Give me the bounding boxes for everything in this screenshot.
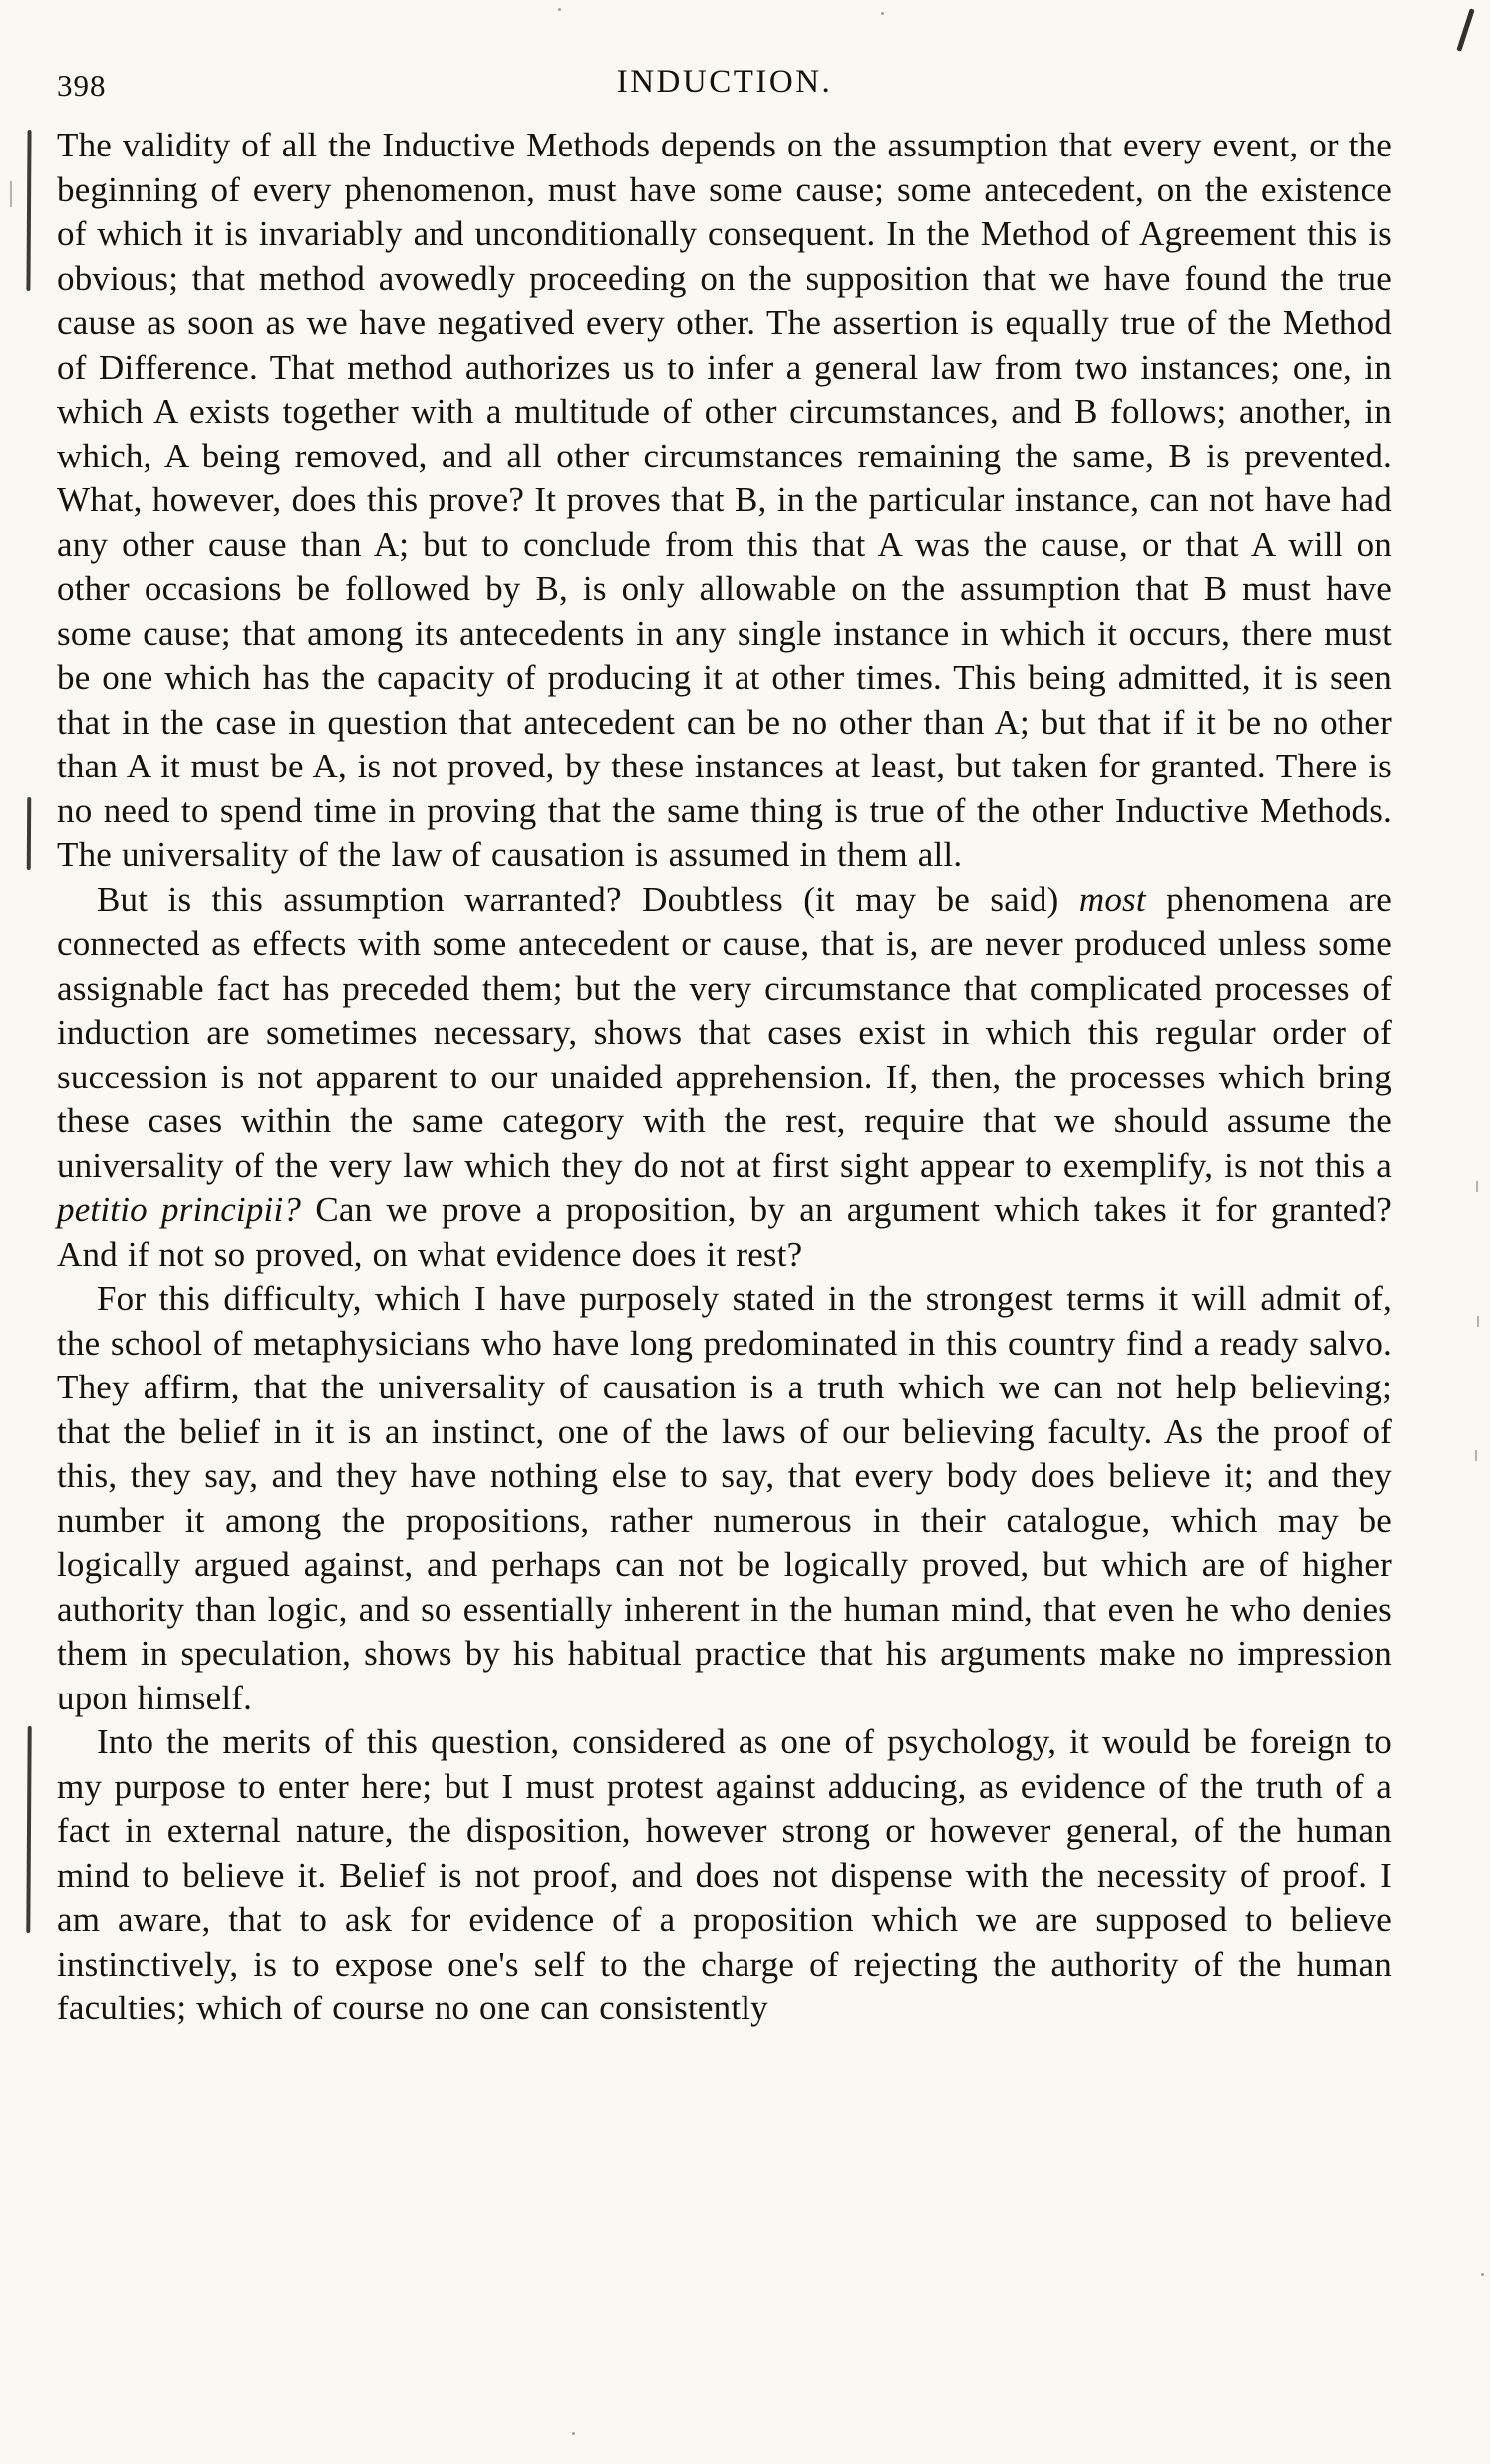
scan-artifact <box>1456 8 1474 51</box>
scan-artifact <box>1475 1450 1477 1461</box>
page-header <box>57 62 1392 120</box>
body-text: Into the merits of this question, considered as one of psychology, it would be foreign to my purpose to enter here; but I must protest against adducing, as evidence of the truth of a fact in external nature, the disposition, however strong or however general, of the human mind to believe it. Belief is not proof, and does not dispense with the necessity of proof. I am aware, that to ask for evidence of a proposition which we are supposed to believe instinctively, is to expose one's self to the charge of rejecting the authority of the human faculties; which of course no one can consistently <box>57 1722 1392 2027</box>
paragraph <box>57 1720 1392 2031</box>
text-body <box>57 124 1392 2031</box>
text-column <box>57 62 1392 2031</box>
scan-artifact <box>881 12 884 15</box>
italic-text: petitio principii? <box>57 1190 302 1229</box>
margin-mark <box>26 130 31 291</box>
scan-artifact <box>1477 1316 1479 1327</box>
body-text: But is this assumption warranted? Doubtless (it may be said) <box>97 879 1079 919</box>
italic-text: most <box>1078 879 1146 919</box>
paragraph <box>57 878 1392 1278</box>
margin-mark <box>26 1726 31 1933</box>
body-text: Can we prove a proposition, by an argument which takes it for granted? And if not so proved, on what evidence does it rest? <box>57 1190 1392 1274</box>
page-number: 398 <box>57 68 107 103</box>
scan-artifact <box>1476 1181 1478 1192</box>
body-text: The validity of all the Inductive Methods depends on the assumption that every event, or the beginning of every phenomenon, must have some cause; some antecedent, on the existence of which it is invariably and unconditionally consequent. In the Method of Agreement this is obvious; that method avowedly proceeding on the supposition that we have found the true cause as soon as we have negatived every other. The assertion is equally true of the Method of Difference. That method authorizes us to infer a general law from two instances; one, in which A exists together with a multitude of other circumstances, and B follows; another, in which, A being removed, and all other circumstances remaining the same, B is prevented. What, however, does this prove? It proves that B, in the particular instance, can not have had any other cause than A; but to conclude from this that A was the cause, or that A will on other occasions be followed by B, is only allowable on the assumption that B must have some cause; that among its antecedents in any single instance in which it occurs, there must be one which has the capacity of producing it at other times. This being admitted, it is seen that in the case in question that antecedent can be no other than A; but that if it be no other than A it must be A, is not proved, by these instances at least, but taken for granted. There is no need to spend time in proving that the same thing is true of the other Inductive Methods. The universality of the law of causation is assumed in them all. <box>57 126 1392 874</box>
scan-artifact <box>1481 2273 1484 2276</box>
paragraph <box>57 124 1392 878</box>
running-title: INDUCTION. <box>616 64 833 100</box>
scan-artifact <box>572 2432 575 2435</box>
body-text: phenomena are connected as effects with some antecedent or cause, that is, are never produced unless some assignable fact has preceded them; but the very circumstance that complicated processes of induction are sometimes necessary, shows that cases exist in which this regular order of succession is not apparent to our unaided apprehension. If, then, the processes which bring these cases within the same category with the rest, require that we should assume the universality of the very law which they do not at first sight appear to exemplify, is not this a <box>57 879 1393 1185</box>
scan-artifact <box>558 8 561 11</box>
scan-artifact <box>10 181 12 207</box>
body-text: For this difficulty, which I have purposely stated in the strongest terms it will admit of, the school of metaphysicians who have long predominated in this country find a ready salvo. They affirm, that the universality of causation is a truth which we can not help believing; that the belief in it is an instinct, one of the laws of our believing faculty. As the proof of this, they say, and they have nothing else to say, that every body does believe it; and they number it among the propositions, rather numerous in their catalogue, which may be logically argued against, and perhaps can not be logically proved, but which are of higher authority than logic, and so essentially inherent in the human mind, that even he who denies them in speculation, shows by his habitual practice that his arguments make no impression upon himself. <box>57 1279 1392 1717</box>
paragraph <box>57 1277 1392 1720</box>
margin-mark <box>27 796 32 869</box>
